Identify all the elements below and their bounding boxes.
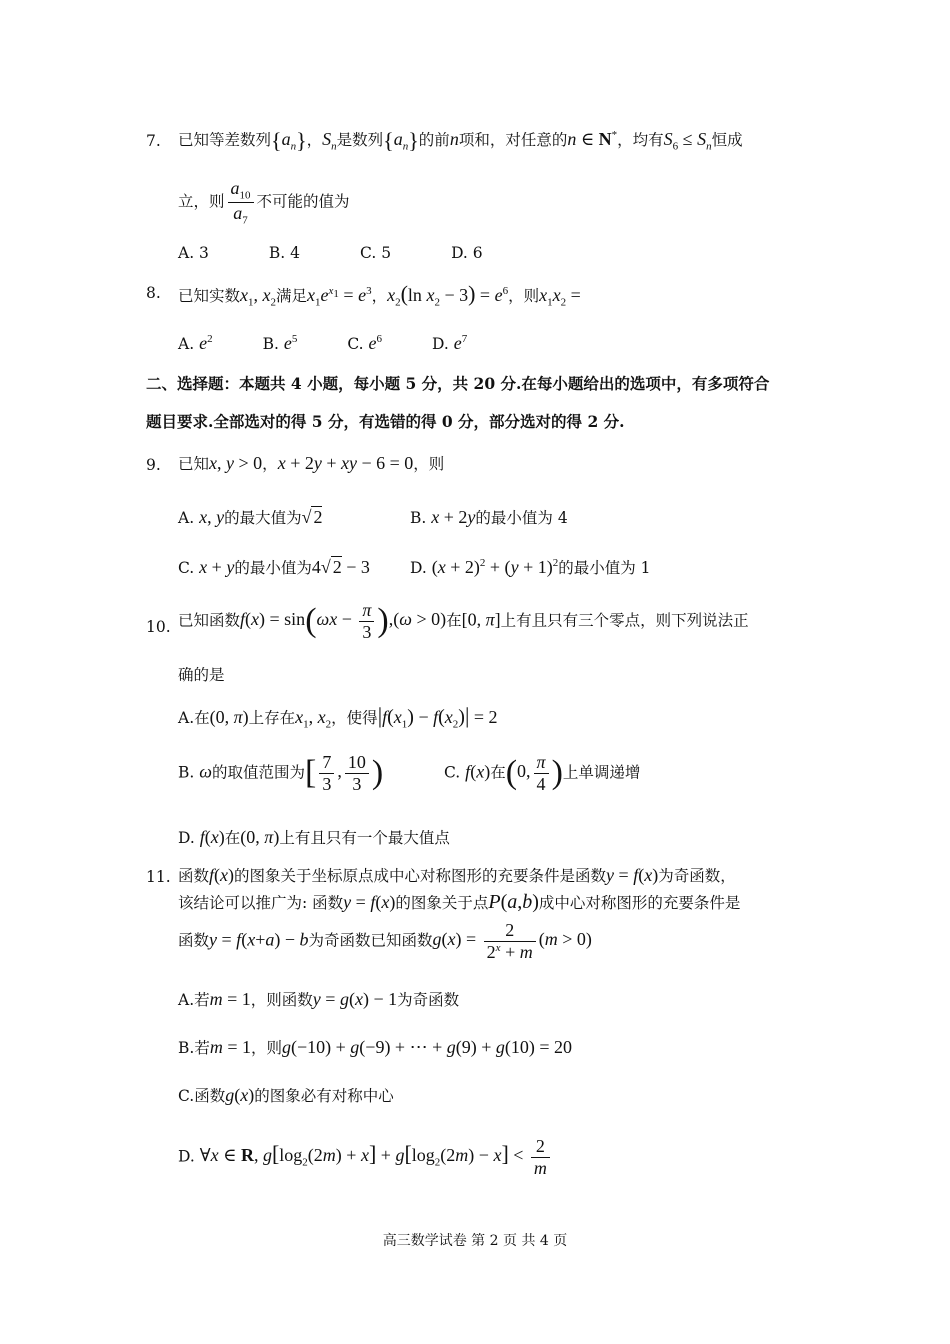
q8-option-label: A. — [178, 335, 195, 353]
q8-option-b[interactable]: B. $e^5$ — [262, 333, 298, 353]
q10-option-text: 的取值范围为 — [211, 763, 305, 782]
q11-text: 成中心对称图形的充要条件是 — [538, 894, 741, 912]
q8-number: 8. — [146, 284, 161, 302]
q11-option-b[interactable]: B.若m = 1，则g(−10) + g(−9) + ⋯ + g(9) + g(10) = 20 — [178, 1037, 573, 1057]
q10-option-text: 在 — [224, 829, 241, 847]
q8-text: ，则 — [508, 287, 540, 305]
q11-number: 11. — [146, 868, 171, 886]
q8-option-label: D. — [432, 335, 449, 353]
q7-comma: ， — [306, 131, 323, 149]
q9-option-a[interactable]: A. x, y的最大值为√ 2 — [178, 507, 323, 527]
q10-line1 — [178, 600, 749, 642]
q9-text: 已知 — [178, 455, 210, 473]
q9-option-b[interactable]: B. x + 2y的最小值为 4 — [410, 507, 568, 527]
q9-option-label: A. — [178, 509, 195, 527]
q10-option-text: 在 — [490, 763, 506, 782]
q11-option-d[interactable]: D. ∀x ∈ R, $g[\log_2(2m) + x] + g[\log_2(2m) - x]$ < $\frac{2}{m}$ — [178, 1136, 553, 1178]
q10-option-c[interactable]: C. f(x)在(0, $\frac{\pi}{4}$ )上单调递增 — [444, 752, 641, 794]
q11-option-text: ，则 — [250, 1039, 282, 1057]
q10-option-b[interactable]: B. ω的取值范围为[ $\frac{7}{3}$ , $\frac{10}{3}$ ) — [178, 752, 384, 794]
q11-line1: 函数f(x)的图象关于坐标原点成中心对称图形的充要条件是函数y = f(x)为奇函数， — [178, 865, 736, 885]
q10-line2: 确的是 — [178, 666, 225, 684]
q8-option-label: B. — [262, 335, 279, 353]
q7-number: 7. — [146, 132, 161, 150]
q7-text: 项和，对任意的 — [458, 131, 568, 149]
q8-text: 已知实数 — [178, 287, 241, 305]
q10-number: 10. — [146, 618, 171, 636]
q9-math-eq: x + 2y + xy − 6 = 0 — [277, 453, 414, 473]
q11-text: 函数 — [178, 931, 210, 950]
q10-math-interval: [0, π] — [461, 609, 501, 630]
section2-line2: 题目要求.全部选对的得 5 分，有选错的得 0 分，部分选对的得 2 分. — [146, 412, 625, 431]
q11-text: 为奇函数， — [658, 867, 736, 885]
q8-option-c[interactable]: C. $e^6$ — [347, 333, 382, 353]
q7-line1 — [178, 128, 743, 154]
q8-option-d[interactable]: D. $e^7$ — [432, 333, 468, 353]
q8-math-x: $x_1$, $x_2$ — [240, 285, 277, 309]
q10-option-label: B. — [178, 763, 195, 782]
q7-text: 不可能的值为 — [256, 192, 350, 211]
q7-math-an: $\{a_n\}$ — [271, 127, 307, 153]
q11-text: 该结论可以推广为: 函数 — [178, 894, 344, 912]
q8-math-prod: $x_1x_2$ = — [539, 285, 581, 309]
q9-option-label: C. — [178, 559, 195, 577]
q11-option-label: A.若 — [178, 991, 210, 1009]
q10-text: 在 — [446, 611, 462, 630]
q7-option-b[interactable]: B. 4 — [268, 244, 301, 262]
q10-option-label: C. — [444, 763, 461, 782]
q7-text: ，均有 — [617, 131, 664, 149]
q9-option-d[interactable]: D. $(x + 2)^2 + (y + 1)^2$的最小值为 1 — [410, 557, 651, 577]
page-footer: 高三数学试卷 第 2 页 共 4 页 — [382, 1233, 568, 1249]
q7-math-nset: n ∈ N* — [567, 129, 618, 149]
q7-text: 已知等差数列 — [178, 131, 272, 149]
q10-option-d[interactable]: D. f(x)在(0, π)上有且只有一个最大值点 — [178, 827, 450, 847]
q7-options — [178, 244, 553, 263]
q7-text: 立，则 — [178, 192, 225, 211]
q7-text: 是数列 — [336, 131, 384, 149]
q7-math-n: n — [449, 129, 459, 149]
q9-math-cond: x, y > 0 — [209, 453, 263, 473]
q10-option-text: 上单调递增 — [562, 763, 641, 782]
q11-text: 函数 — [178, 867, 210, 885]
q9-option-text: 的最小值为 — [234, 559, 312, 577]
q7-line2 — [178, 178, 350, 227]
q9-option-label: D. — [410, 559, 427, 577]
q11-option-c[interactable]: C.函数g(x)的图象必有对称中心 — [178, 1085, 394, 1105]
q11-text: 的图象关于坐标原点成中心对称图形的充要条件是函数 — [234, 867, 607, 885]
q11-option-text: 为奇函数 — [397, 991, 460, 1009]
q9-option-text: 的最小值为 4 — [475, 509, 568, 527]
q9-number: 9. — [146, 456, 161, 474]
q11-option-label: D. — [178, 1147, 195, 1166]
q9-option-text: 的最大值为 — [224, 509, 302, 527]
q11-line3: 函数y = f(x+a) − b为奇函数已知函数g(x) = $\frac{2}{2^x + m}$ (m > 0) — [178, 920, 592, 962]
q8-options — [178, 332, 537, 355]
q8-text: ， — [371, 287, 388, 305]
q11-option-text: ，则函数 — [250, 991, 313, 1009]
section2-line1: 二、选择题：本题共 4 小题，每小题 5 分，共 20 分.在每小题给出的选项中，有多项符合 — [146, 374, 770, 393]
q10-option-text: 上存在 — [248, 709, 296, 727]
q11-option-label: B.若 — [178, 1039, 210, 1057]
q8-option-label: C. — [347, 335, 364, 353]
q9-line1: 已知x, y > 0，x + 2y + xy − 6 = 0，则 — [178, 453, 445, 473]
q7-option-a[interactable]: A. 3 — [178, 244, 209, 262]
q8-math-eq2: $x_2(\ln$ $x_2 - 3) = e^6$ — [387, 281, 509, 309]
q7-text: 恒成 — [711, 131, 743, 149]
q8-math-eq1: $x_1e^{x_1} = e^3$ — [307, 285, 372, 309]
q9-text: ，则 — [413, 455, 445, 473]
q9-option-label: B. — [410, 509, 427, 527]
q10-option-text: 上有且只有一个最大值点 — [279, 829, 450, 847]
q8-line1 — [178, 280, 581, 310]
q7-option-d[interactable]: D. 6 — [451, 244, 483, 262]
q9-option-c[interactable]: C. x + y的最小值为4√ 2 − 3 — [178, 557, 370, 577]
q10-option-text: ，使得 — [331, 709, 378, 727]
q8-text: 满足 — [276, 287, 308, 305]
q10-text: 上有且只有三个零点，则下列说法正 — [500, 611, 749, 630]
q10-text: 已知函数 — [178, 611, 241, 630]
q9-option-text: 的最小值为 1 — [558, 559, 651, 577]
q10-math-fx: f(x) = sin(ωx − $\frac{\pi}{3}$ ),(ω > 0) — [240, 600, 447, 642]
q11-option-label: C.函数 — [178, 1087, 226, 1105]
q7-math-an2: $\{a_n\}$ — [383, 127, 419, 153]
q11-text: 为奇函数已知函数 — [308, 931, 433, 950]
q10-option-label: D. — [178, 829, 195, 847]
q11-line2: 该结论可以推广为: 函数y = f(x)的图象关于点P(a,b)成中心对称图形的充要条件是 — [178, 891, 741, 913]
q7-option-c[interactable]: C. 5 — [360, 244, 392, 262]
q10-option-label: A.在 — [178, 709, 210, 727]
q11-option-a[interactable]: A.若m = 1，则函数y = g(x) − 1为奇函数 — [178, 989, 460, 1009]
q7-fraction: $\frac{a_{10}}{a_7}$ — [228, 178, 254, 227]
q10-option-a[interactable]: A.在(0, π)上存在$x_1$, $x_2$，使得$|f(x_1) - f(x_2)| = 2$ — [178, 703, 498, 731]
q11-option-text: 的图象必有对称中心 — [254, 1087, 394, 1105]
q11-text: 的图象关于点 — [395, 894, 489, 912]
q8-option-a[interactable]: A. $e^2$ — [178, 333, 213, 353]
q7-math-ineq: $S_6 \le S_n$ — [663, 129, 712, 153]
q7-math-sn: $S_n$ — [322, 129, 337, 153]
q7-text: 的前 — [418, 131, 450, 149]
